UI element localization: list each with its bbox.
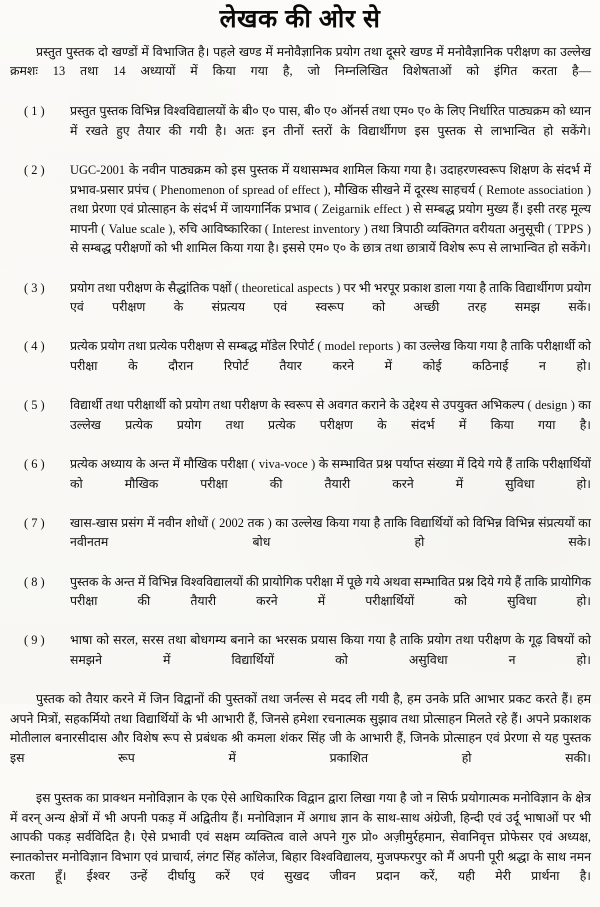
foreword-tribute-paragraph: इस पुस्तक का प्राक्थन मनोविज्ञान के एक ऐसे आधिकारिक विद्वान द्वारा लिखा गया है जो न सिर्फ प्रयोगात्मक मनोविज्ञान के क्षेत्र में वरन् अन्य क्षेत्रों में भी अपनी पकड़ में अद्वितीय हैं। मनोविज्ञान में अगाध ज्ञान के साथ-साथ अंग्रेजी, हिन्दी एवं उर्दू भाषाओं पर भी आपकी पकड़ सर्वविदित है। ऐसे प्रभावी एवं सक्षम व्यक्तित्व वाले अपने गुरु प्रो० अज़ीमुर्रहमान, सेवानिवृत्त प्रोफेसर एवं अध्यक्ष, स्नातकोत्तर मनोविज्ञान विभाग एवं प्राचार्य, लंगट सिंह कॉलेज, बिहार विश्वविद्यालय, मुजफ्फरपुर को मैं अपनी पूरी श्रद्धा के साथ नमन करता हूँ। ईश्वर उन्हें दीर्घायु करें एवं सुखद जीवन प्रदान करें, यही मेरी प्रार्थना है। [10,791,591,884]
list-item-text: भाषा को सरल, सरस तथा बोधगम्य बनाने का भरसक प्रयास किया गया है ताकि प्रयोग तथा परीक्षण के गूढ़ विषयों को समझने में विद्यार्थियों को असुविधा न हो। [70,633,591,667]
list-item-marker: ( 8 ) [24,574,45,589]
list-item-text: प्रस्तुत पुस्तक विभिन्न विश्वविद्यालयों के बी० ए० पास, बी० ए० ऑनर्स तथा एम० ए० के लिए निर्धारित पाठ्यक्रम को ध्यान में रखते हुए तैयार की गयी है। अतः इन तीनों स्तरों के विद्यार्थीगण इस पुस्तक से लाभान्वित हो सकेंगे। [70,104,591,138]
features-list [10,102,591,690]
list-item [24,279,591,338]
list-item [24,337,591,396]
list-item-marker: ( 6 ) [24,456,45,471]
list-item-marker: ( 3 ) [24,280,45,295]
list-item-marker: ( 7 ) [24,515,45,530]
page-body [0,43,600,907]
list-item [24,102,591,161]
list-item-marker: ( 5 ) [24,398,45,413]
list-item [24,573,591,632]
list-item-text: UGC-2001 के नवीन पाठ्यक्रम को इस पुस्तक में यथासम्भव शामिल किया गया है। उदाहरणस्वरूप शिक्षण के संदर्भ में प्रभाव-प्रसार प्रपंच ( Phenomenon of spread of effect ), मौखिक सीखने में दूरस्थ साहचर्य ( Remote association ) तथा प्रेरणा एवं प्रोत्साहन के संदर्भ में जायगार्निक प्रभाव ( Zeigarnik effect ) से सम्बद्ध प्रयोग मुख्य हैं। इसी तरह मूल्य मापनी ( Value scale ), रुचि आविष्कारिका ( Interest inventory ) तथा त्रिपाठी व्यक्तिगत वरीयता अनुसूची ( TPPS ) से सम्बद्ध परीक्षणों को भी शामिल किया गया है। इससे एम० ए० के छात्र तथा छात्रायें विशेष रूप से लाभान्वित हो सकेंगे। [70,163,591,256]
acknowledgement-paragraph: पुस्तक को तैयार करने में जिन विद्वानों की पुस्तकों तथा जर्नल्स से मदद ली गयी है, हम उनके प्रति आभार प्रकट करते हैं। हम अपने मित्रों, सहकर्मियो तथा विद्यार्थियों के भी आभारी हैं, जिनसे हमेशा रचनात्मक सुझाव तथा प्रोत्साहन मिलते रहे हैं। अपने प्रकाशक मोतीलाल बनारसीदास और विशेष रूप से प्रबंधक श्री कमला शंकर सिंह जी के आभारी हैं, जिनके प्रोत्साहन एवं प्रेरणा से यह पुस्तक इस रूप में प्रकाशित हो सकी। [10,692,591,765]
intro-paragraph: प्रस्तुत पुस्तक दो खण्डों में विभाजित है। पहले खण्ड में मनोवैज्ञानिक प्रयोग तथा दूसरे खण्ड में मनोवैज्ञानिक परीक्षण का उल्लेख क्रमशः 13 तथा 14 अध्यायों में किया गया है, जो निम्नलिखित विशेषताओं को इंगित करता है— [10,44,591,79]
list-item [24,631,591,690]
list-item-text: प्रयोग तथा परीक्षण के सैद्धांतिक पक्षों ( theoretical aspects ) पर भी भरपूर प्रकाश डाला गया है ताकि विद्यार्थीगण प्रयोग एवं परीक्षण के संप्रत्यय एवं स्वरूप को अच्छी तरह समझ सकें। [70,280,591,315]
list-item-text: खास-खास प्रसंग में नवीन शोधों ( 2002 तक ) का उल्लेख किया गया है ताकि विद्यार्थियों को विभिन्न विभिन्न संप्रत्ययों का नवीनतम बोध हो सके। [70,515,591,550]
list-item-text: विद्यार्थी तथा परीक्षार्थी को प्रयोग तथा परीक्षण के स्वरूप से अवगत कराने के उद्देश्य से उपयुक्त अभिकल्प ( design ) का उल्लेख प्रत्येक प्रयोग तथा प्रत्येक परीक्षण के संदर्भ में किया गया है। [70,398,591,432]
list-item [24,396,591,455]
list-item-text: पुस्तक के अन्त में विभिन्न विश्वविद्यालयों की प्रायोगिक परीक्षा में पूछे गये अथवा सम्भावित प्रश्न दिये गये हैं ताकि प्रायोगिक परीक्षा की तैयारी करने में परीक्षार्थियों को सुविधा हो। [70,574,591,609]
list-item [24,455,591,514]
list-item [24,514,591,573]
list-item-marker: ( 1 ) [24,104,45,119]
list-item-text: प्रत्येक प्रयोग तथा प्रत्येक परीक्षण से सम्बद्ध मॉडेल रिपोर्ट ( model reports ) का उल्लेख किया गया है ताकि परीक्षार्थी को परीक्षा के दौरान रिपोर्ट तैयार करने में कोई कठिनाई न हो। [70,339,591,373]
list-item-marker: ( 9 ) [24,633,45,648]
list-item-marker: ( 2 ) [24,163,45,178]
list-item [24,161,591,279]
list-item-text: प्रत्येक अध्याय के अन्त में मौखिक परीक्षा ( viva-voce ) के सम्भावित प्रश्न पर्याप्त संख्या में दिये गये हैं ताकि परीक्षार्थियों को मौखिक परीक्षा की तैयारी करने में सुविधा हो। [70,456,591,491]
page-title: लेखक की ओर से [219,5,381,33]
list-item-marker: ( 4 ) [24,339,45,354]
